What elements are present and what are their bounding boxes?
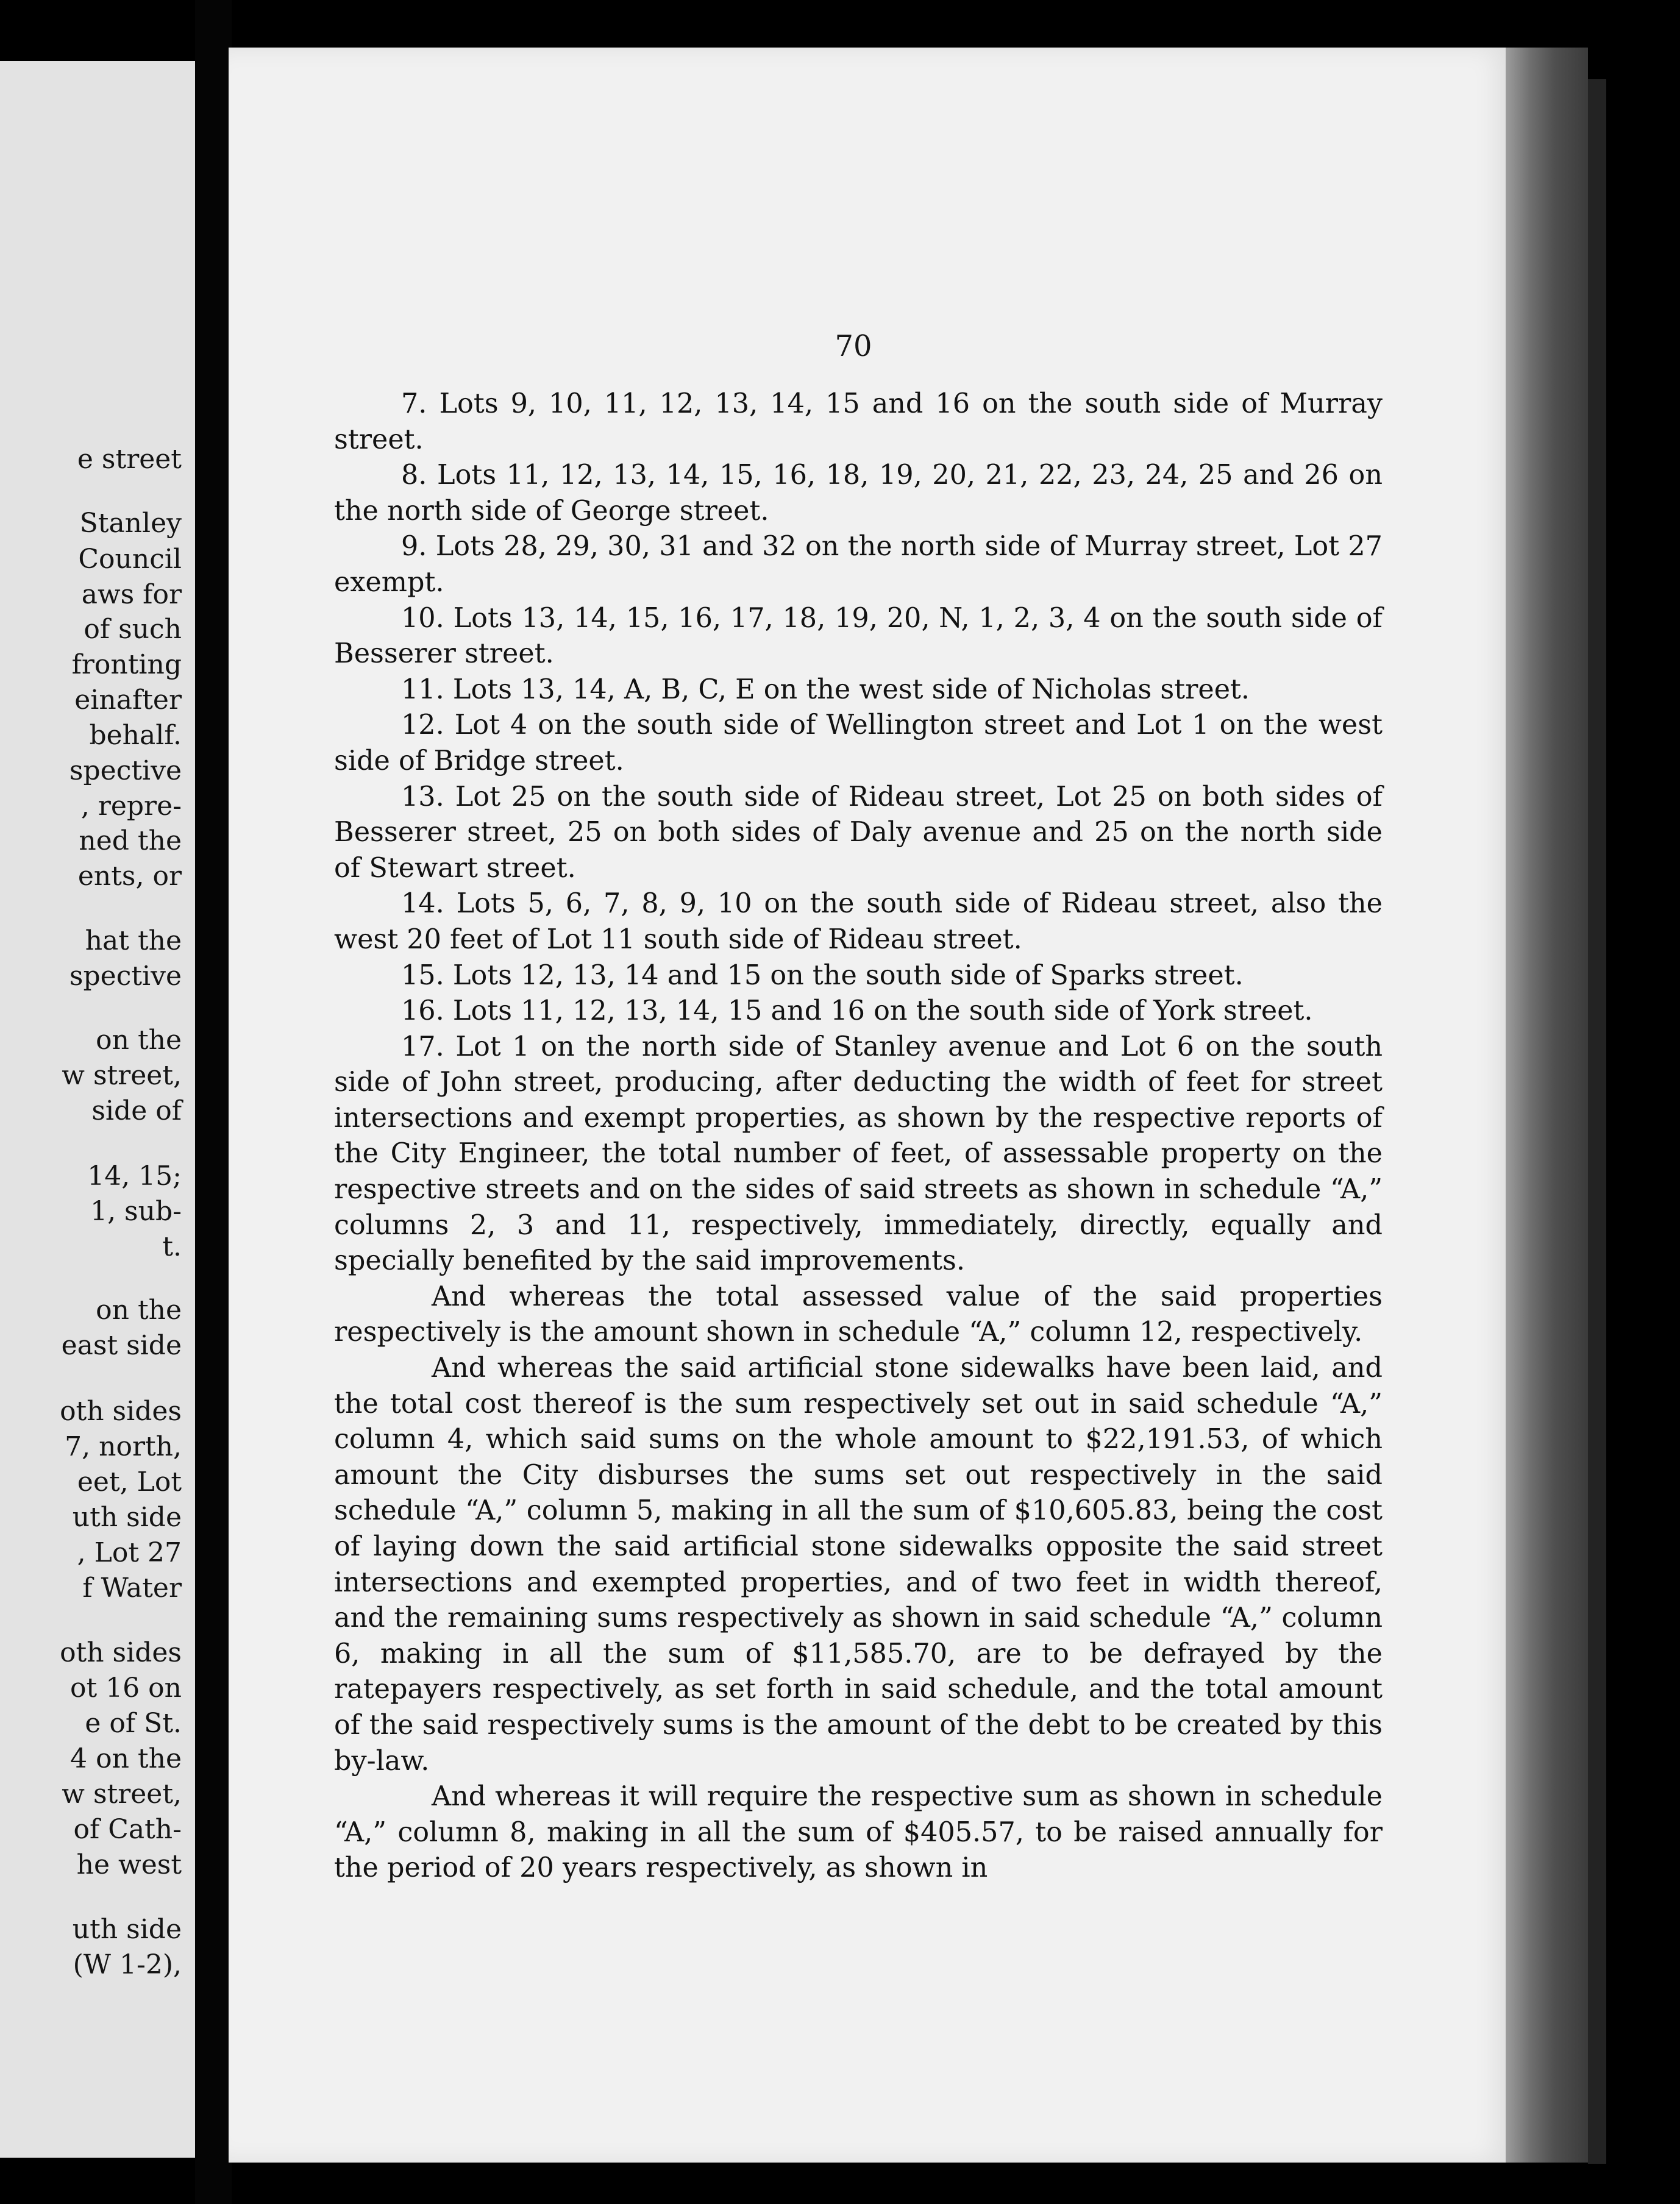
left-fragment: east side [61, 1330, 182, 1361]
left-fragment: ents, or [77, 861, 182, 892]
left-fragment: t. [162, 1231, 182, 1262]
paragraph-whereas-annual: And whereas it will require the respective sum as shown in schedule “A,” column 8, making in all the sum of $405.57, to be raised annually for the period of 20 years respectively, as shown in [334, 1781, 1383, 1884]
left-fragment: oth sides [60, 1396, 182, 1427]
paragraph-item-16: 16. Lots 11, 12, 13, 14, 15 and 16 on the south side of York street. [401, 995, 1313, 1027]
left-fragment: e street [77, 444, 182, 475]
left-fragment: aws for [81, 579, 182, 610]
paragraph-item-11: 11. Lots 13, 14, A, B, C, E on the west side of Nicholas street. [401, 674, 1250, 705]
left-fragment: side of [91, 1095, 182, 1126]
paragraph-item-7: 7. Lots 9, 10, 11, 12, 13, 14, 15 and 16 on the south side of Murray street. [334, 388, 1383, 455]
left-fragment: , repre- [80, 791, 182, 822]
paragraph-whereas-assessed: And whereas the total assessed value of the said properties respectively is the amount shown in schedule “A,” column 12, respectively. [334, 1281, 1383, 1348]
left-fragment: Council [78, 544, 182, 575]
left-fragment: (W 1-2), [73, 1949, 182, 1980]
left-fragment: on the [96, 1295, 182, 1326]
left-fragment: uth side [72, 1914, 182, 1945]
book-gutter [195, 0, 232, 2204]
left-fragment: f Water [82, 1573, 182, 1604]
paragraph-item-10: 10. Lots 13, 14, 15, 16, 17, 18, 19, 20, N, 1, 2, 3, 4 on the south side of Besserer street. [334, 602, 1383, 670]
paragraph-item-15: 15. Lots 12, 13, 14 and 15 on the south side of Sparks street. [401, 959, 1244, 991]
left-fragment: e of St. [85, 1708, 182, 1739]
left-fragment: , Lot 27 [77, 1537, 182, 1568]
page-edges [1506, 48, 1588, 2163]
left-fragment: he west [76, 1849, 182, 1880]
left-fragment: of such [84, 614, 182, 645]
left-fragment: of Cath- [73, 1814, 182, 1845]
left-fragment: oth sides [60, 1637, 182, 1668]
left-fragment: ned the [79, 825, 182, 856]
left-fragment: Stanley [79, 508, 182, 539]
left-fragment: fronting [71, 649, 182, 680]
paragraph-item-17: 17. Lot 1 on the north side of Stanley avenue and Lot 6 on the south side of John street, producing, after deducting the width of feet for street intersections and exempt properties, as shown by the respective reports of the City Engineer, the total number of feet, of assessable property on the respective streets and on the sides of said streets as shown in schedule “A,” columns 2, 3 and 11, respectively, immediately, directly, equally and specially benefited by the said improvements. [334, 1031, 1383, 1277]
left-fragment: w street, [62, 1060, 182, 1091]
left-fragment: einafter [74, 684, 182, 716]
paragraph-item-13: 13. Lot 25 on the south side of Rideau street, Lot 25 on both sides of Besserer street, 25 on both sides of Daly avenue and 25 on the north side of Stewart street. [334, 781, 1383, 884]
page-text [334, 386, 1383, 1886]
left-fragment: 7, north, [65, 1431, 182, 1462]
left-fragment: uth side [72, 1502, 182, 1533]
left-fragment: 4 on the [70, 1743, 182, 1774]
left-fragment: eet, Lot [77, 1466, 182, 1498]
paragraph-item-9: 9. Lots 28, 29, 30, 31 and 32 on the north side of Murray street, Lot 27 exempt. [334, 531, 1383, 598]
left-fragment: on the [96, 1025, 182, 1056]
left-fragment: hat the [85, 925, 182, 956]
left-fragment: behalf. [89, 720, 182, 751]
page-number: 70 [835, 329, 872, 363]
paragraph-item-8: 8. Lots 11, 12, 13, 14, 15, 16, 18, 19, 20, 21, 22, 23, 24, 25 and 26 on the north side of George street. [334, 460, 1383, 527]
paragraph-item-14: 14. Lots 5, 6, 7, 8, 9, 10 on the south side of Rideau street, also the west 20 feet of Lot 11 south side of Rideau street. [334, 888, 1383, 955]
left-fragment: w street, [62, 1779, 182, 1810]
paragraph-whereas-sidewalks: And whereas the said artificial stone sidewalks have been laid, and the total cost thereof is the sum respectively set out in said schedule “A,” column 4, which said sums on the whole amount to $22,191.53, of which amount the City disburses the sums set out respectively in the said schedule “A,” column 5, making in all the sum of $10,605.83, being the cost of laying down the said artificial stone sidewalks opposite the said street intersections and exempted properties, and of two feet in width thereof, and the remaining sums respectively as shown in said schedule “A,” column 6, making in all the sum of $11,585.70, are to be defrayed by the ratepayers respectively, as set forth in said schedule, and the total amount of the said respectively sums is the amount of the debt to be created by this by-law. [334, 1353, 1383, 1777]
left-fragment: 1, sub- [90, 1196, 182, 1227]
left-fragment: spective [69, 755, 182, 786]
left-fragment: spective [69, 961, 182, 992]
left-fragment: 14, 15; [87, 1161, 182, 1192]
left-fragment: ot 16 on [70, 1673, 182, 1704]
left-page-fragment [0, 61, 195, 2158]
page-edges-outer [1588, 79, 1606, 2164]
paragraph-item-12: 12. Lot 4 on the south side of Wellington street and Lot 1 on the west side of Bridge street. [334, 709, 1383, 777]
